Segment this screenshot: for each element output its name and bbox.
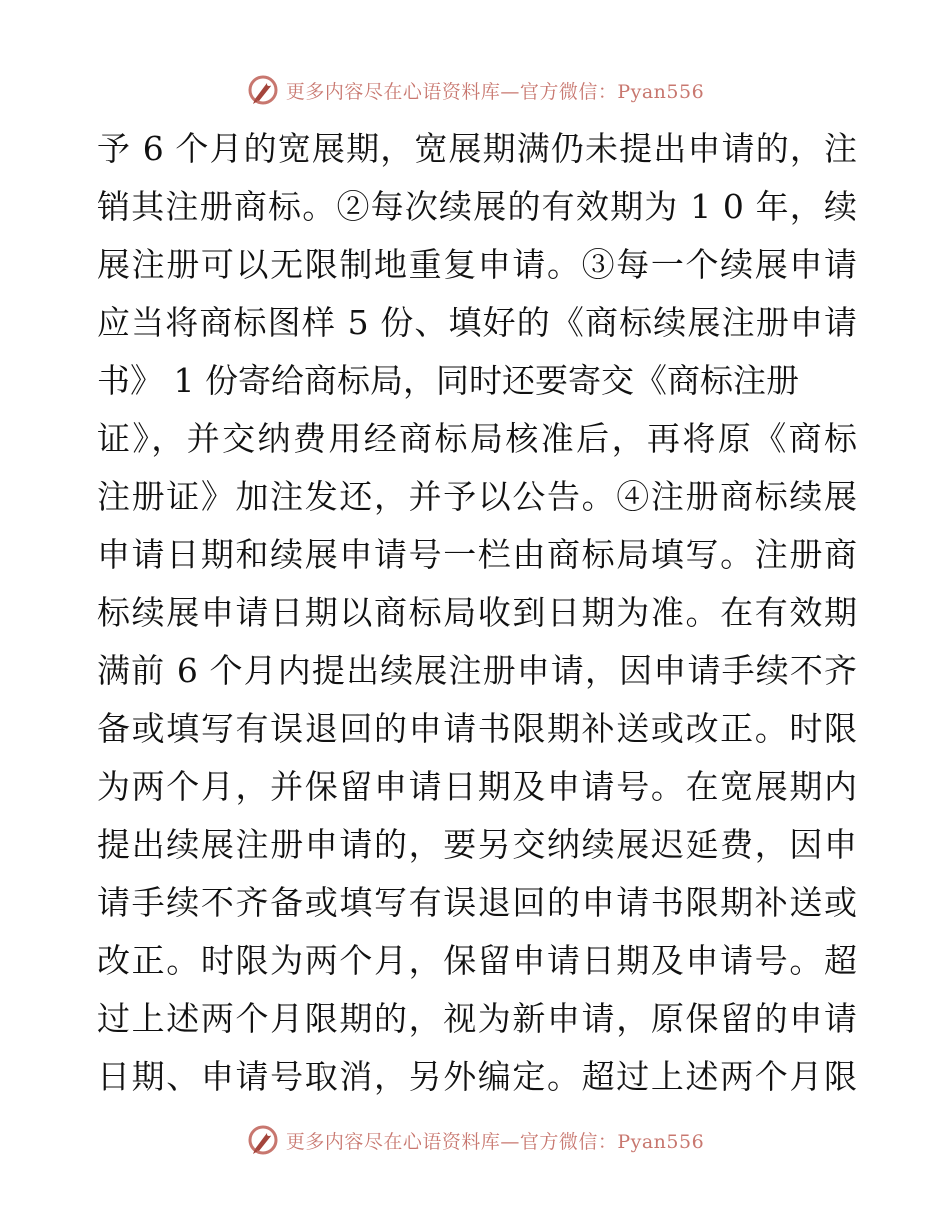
text-line: 书》 1 份寄给商标局，同时还要寄交《商标注册	[97, 361, 799, 400]
text-line: 销其注册商标。②每次续展的有效期为 1 0 年，续	[97, 187, 857, 226]
text-line: 展注册可以无限制地重复申请。③每一个续展申请	[97, 245, 857, 284]
text-line: 请手续不齐备或填写有误退回的申请书限期补送或	[97, 883, 857, 922]
footer-banner	[0, 1120, 950, 1160]
text-line: 申请日期和续展申请号一栏由商标局填写。注册商	[97, 535, 857, 574]
text-line: 应当将商标图样 5 份、填好的《商标续展注册申请	[97, 303, 857, 342]
text-line: 提出续展注册申请的，要另交纳续展迟延费，因申	[97, 825, 857, 864]
text-line: 改正。时限为两个月，保留申请日期及申请号。超	[97, 941, 857, 980]
text-line: 备或填写有误退回的申请书限期补送或改正。时限	[97, 709, 857, 748]
text-line: 过上述两个月限期的，视为新申请，原保留的申请	[97, 999, 857, 1038]
text-line: 日期、申请号取消，另外编定。超过上述两个月限	[97, 1057, 857, 1096]
pen-in-circle-icon	[246, 1123, 280, 1157]
footer-text: 更多内容尽在心语资料库—官方微信：Pyan556	[285, 1130, 705, 1153]
text-line: 标续展申请日期以商标局收到日期为准。在有效期	[97, 593, 857, 632]
header-text: 更多内容尽在心语资料库—官方微信：Pyan556	[285, 80, 705, 103]
text-line: 予 6 个月的宽展期，宽展期满仍未提出申请的，注	[97, 129, 857, 168]
text-line: 证》，并交纳费用经商标局核准后，再将原《商标	[97, 419, 857, 458]
text-line: 为两个月，并保留申请日期及申请号。在宽展期内	[97, 767, 857, 806]
text-line: 满前 6 个月内提出续展注册申请，因申请手续不齐	[97, 651, 857, 690]
header-banner	[0, 70, 950, 110]
body-text	[97, 120, 857, 1106]
text-line: 注册证》加注发还，并予以公告。④注册商标续展	[97, 477, 857, 516]
pen-in-circle-icon	[246, 73, 280, 107]
